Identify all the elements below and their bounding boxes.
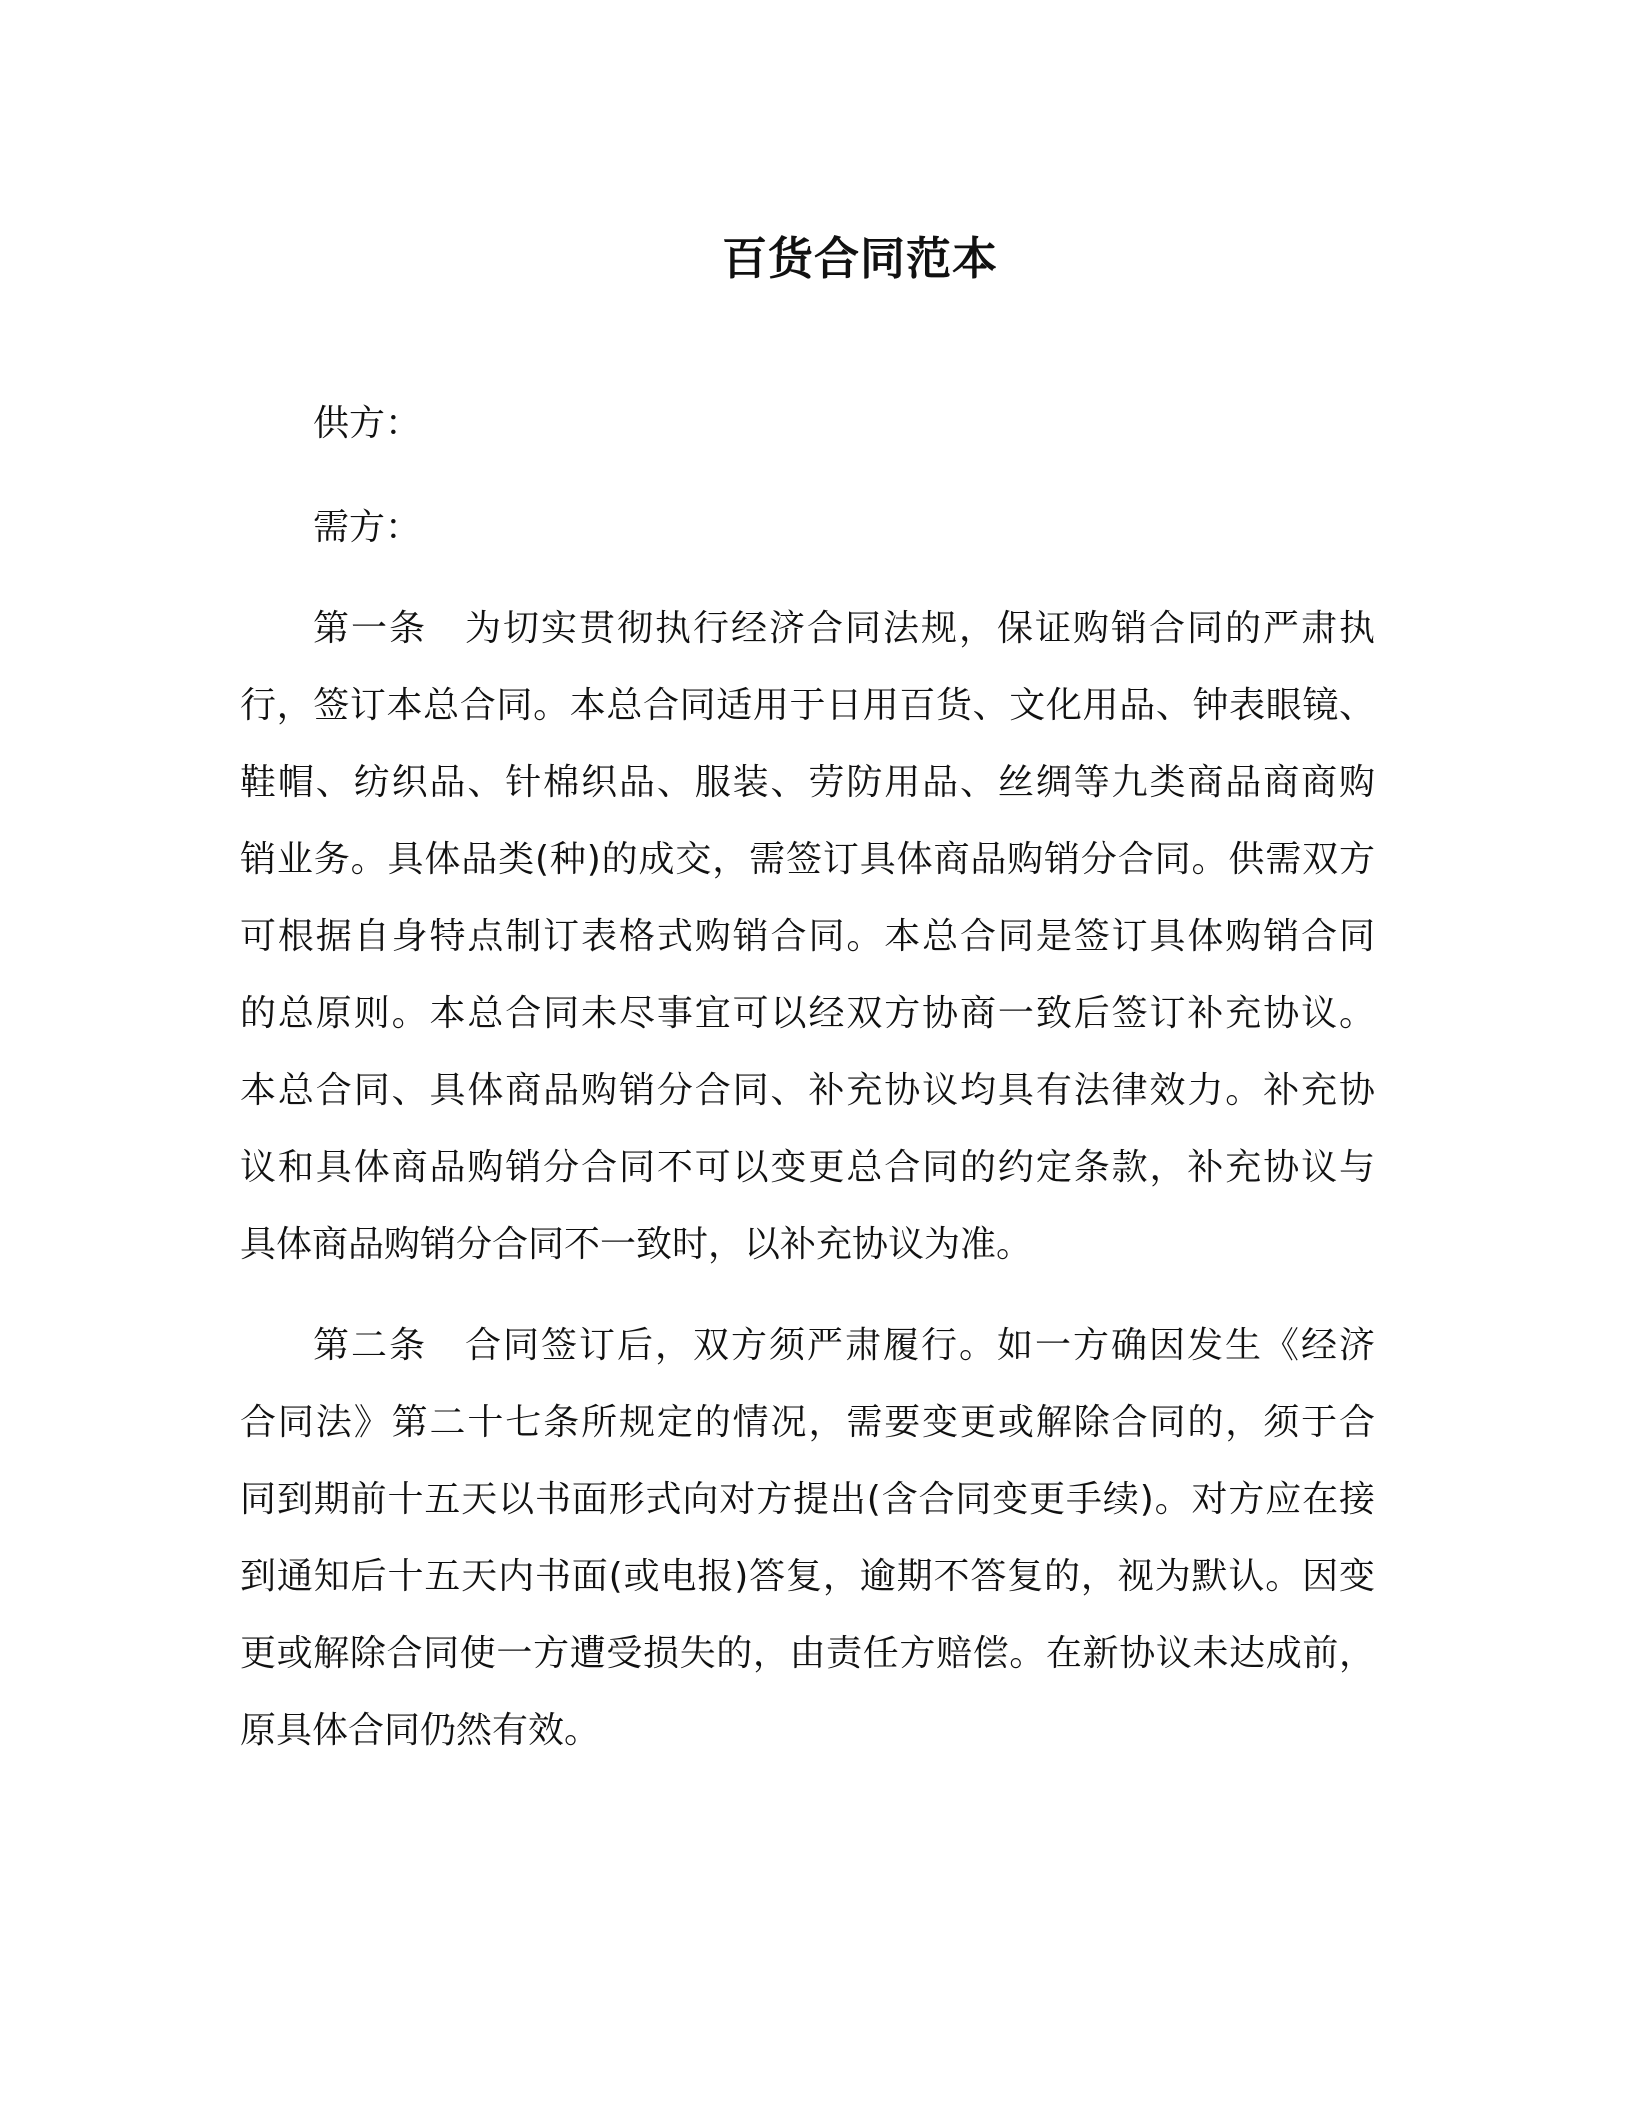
- article-2-line: 更或解除合同使一方遭受损失的，由责任方赔偿。在新协议未达成前，: [240, 1633, 1375, 1674]
- article-1-line: 本总合同、具体商品购销分合同、补充协议均具有法律效力。补充协: [240, 1070, 1375, 1111]
- article-2: [240, 1318, 1375, 1780]
- supplier-label: 供方：: [313, 403, 422, 444]
- article-1-line: 销业务。具体品类(种)的成交，需签订具体商品购销分合同。供需双方: [240, 839, 1375, 880]
- article-1-line: 行，签订本总合同。本总合同适用于日用百货、文化用品、钟表眼镜、: [240, 685, 1375, 726]
- article-2-line: 同到期前十五天以书面形式向对方提出(含合同变更手续)。对方应在接: [240, 1479, 1375, 1520]
- article-2-line: 合同法》第二十七条所规定的情况，需要变更或解除合同的，须于合: [240, 1402, 1375, 1443]
- article-2-line: 第二条 合同签订后，双方须严肃履行。如一方确因发生《经济: [313, 1325, 1375, 1366]
- article-1-line: 议和具体商品购销分合同不可以变更总合同的约定条款，补充协议与: [240, 1147, 1375, 1188]
- buyer-label: 需方：: [313, 507, 422, 548]
- article-1: [240, 601, 1375, 1294]
- article-1-line: 可根据自身特点制订表格式购销合同。本总合同是签订具体购销合同: [240, 916, 1375, 957]
- document-title: 百货合同范本: [721, 232, 998, 285]
- article-1-line: 第一条 为切实贯彻执行经济合同法规，保证购销合同的严肃执: [313, 608, 1375, 649]
- article-2-line: 原具体合同仍然有效。: [240, 1710, 601, 1751]
- article-1-line: 具体商品购销分合同不一致时，以补充协议为准。: [240, 1224, 1033, 1265]
- article-2-line: 到通知后十五天内书面(或电报)答复，逾期不答复的，视为默认。因变: [240, 1556, 1375, 1597]
- article-1-line: 鞋帽、纺织品、针棉织品、服装、劳防用品、丝绸等九类商品商商购: [240, 762, 1375, 803]
- article-1-line: 的总原则。本总合同未尽事宜可以经双方协商一致后签订补充协议。: [240, 993, 1375, 1034]
